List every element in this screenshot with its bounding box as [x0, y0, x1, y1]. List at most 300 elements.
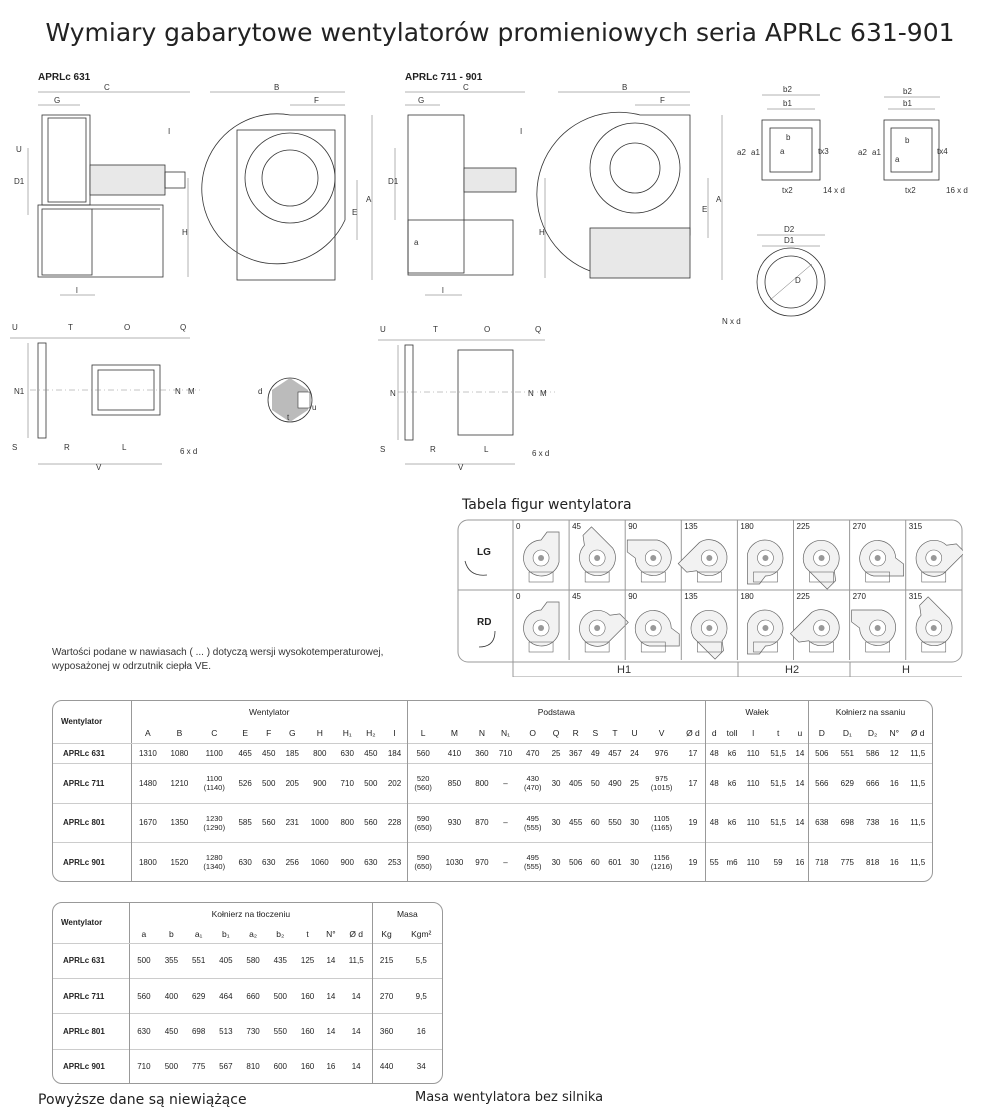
table-cell: 1210: [170, 778, 189, 788]
footnote-non-binding: Powyższe dane są niewiążące: [38, 1092, 247, 1108]
table-cell: 14: [326, 1027, 336, 1037]
table-cell: 440: [372, 1049, 400, 1083]
footnote-mass-without-motor: Masa wentylatora bez silnika: [415, 1090, 604, 1105]
table-cell: 600: [273, 1061, 287, 1071]
fan-orientation-icon: [747, 610, 783, 654]
group-podstawa: Podstawa: [407, 701, 706, 723]
fan-orientation-icon: [524, 532, 560, 582]
svg-text:T: T: [68, 323, 73, 332]
svg-text:b1: b1: [783, 99, 792, 108]
table-cell: 900: [340, 857, 354, 867]
figure-angle-label: 45: [572, 592, 582, 601]
row-model-name: APRLc 631: [63, 956, 105, 966]
svg-text:14 x d: 14 x d: [823, 186, 845, 195]
table-cell: 202: [387, 778, 402, 788]
table-cell: 586: [865, 748, 880, 758]
group-kolnierz-ssanie: Kołnierz na ssaniu: [808, 701, 932, 723]
svg-text:B: B: [274, 83, 280, 92]
figure-angle-label: 180: [740, 592, 754, 601]
table-cell: 14: [351, 1027, 361, 1037]
figure-angle-label: 0: [516, 522, 521, 531]
fan-orientation-icon: [678, 533, 734, 589]
figure-angle-label: 315: [908, 592, 923, 601]
svg-text:C: C: [104, 83, 110, 92]
svg-text:a1: a1: [872, 148, 881, 157]
row-model-name: APRLc 711: [63, 778, 105, 788]
column-header: b₁: [222, 928, 230, 939]
table-cell: 25: [551, 748, 561, 758]
table-cell: 800: [340, 818, 354, 828]
table-cell: 500: [262, 778, 276, 788]
svg-text:V: V: [458, 463, 464, 472]
column-header: a₁: [194, 928, 203, 939]
table-cell: 800: [475, 778, 489, 788]
table-cell: 16: [416, 1027, 426, 1037]
table-cell: 1670: [132, 803, 164, 842]
front-view-631: [202, 83, 372, 280]
high-temperature-note: Wartości podane w nawiasach ( ... ) dotyczą wersji wysokotemperaturowej, wyposażonej w odrzutnik ciepła VE.: [52, 647, 384, 672]
table-cell: 500: [130, 943, 158, 978]
column-header: u: [797, 727, 803, 738]
svg-text:S: S: [12, 443, 18, 452]
table-cell: 231: [285, 818, 299, 828]
table-cell: 450: [164, 1027, 179, 1037]
table-cell: 11,5: [910, 818, 926, 828]
table-cell: 270: [372, 978, 400, 1013]
header-wentylator-2: Wentylator: [53, 903, 130, 943]
svg-text:D1: D1: [14, 177, 25, 186]
table-cell: 51,5: [770, 778, 786, 788]
table-cell: 1030: [445, 857, 464, 867]
svg-text:S: S: [380, 445, 386, 454]
fan-orientation-icon: [635, 610, 679, 652]
figure-angle-label: 225: [796, 592, 810, 601]
svg-text:N: N: [390, 389, 396, 398]
table-cell: 14: [326, 956, 336, 966]
dimensions-table: [52, 700, 933, 882]
svg-text:T: T: [433, 325, 438, 334]
table-cell: 11,5: [910, 778, 926, 788]
table-cell: 30: [630, 857, 639, 867]
table-cell: 630: [238, 857, 252, 867]
svg-text:E: E: [352, 208, 358, 217]
table-cell: 51,5: [770, 748, 786, 758]
footer-h2: H2: [785, 664, 800, 676]
table-cell: 11,5: [348, 956, 364, 966]
column-header: H: [316, 727, 323, 738]
column-header: N: [478, 727, 485, 738]
table-cell: 17: [688, 778, 698, 788]
page-title: Wymiary gabarytowe wentylatorów promieniowych seria APRLc 631-901: [45, 18, 955, 47]
column-header: Kg: [372, 925, 400, 943]
table-cell: 550: [608, 818, 622, 828]
table-cell: 24: [630, 748, 639, 758]
svg-text:tx4: tx4: [937, 147, 948, 156]
table-cell: 500: [273, 991, 287, 1001]
svg-text:16 x d: 16 x d: [946, 186, 968, 195]
svg-text:b1: b1: [903, 99, 912, 108]
table-cell: 450: [262, 748, 276, 758]
table-cell: 710: [130, 1049, 158, 1083]
table-cell: m6: [726, 857, 738, 867]
row-model-name: APRLc 801: [63, 1027, 105, 1037]
table-cell: 1800: [132, 843, 164, 881]
svg-text:D2: D2: [784, 225, 795, 234]
column-header: L: [407, 723, 439, 743]
table-cell: k6: [727, 778, 737, 788]
table-cell: 360: [372, 1014, 400, 1049]
table-cell: 850: [447, 778, 462, 788]
svg-text:a: a: [895, 155, 900, 164]
table-cell: 19: [688, 857, 698, 867]
table-cell: 51,5: [770, 818, 786, 828]
table-cell: 410: [447, 748, 462, 758]
table-cell: 14: [795, 778, 805, 788]
svg-text:D1: D1: [784, 236, 795, 245]
figure-angle-label: 270: [852, 592, 866, 601]
fan-orientation-icon: [524, 602, 560, 652]
svg-text:tx2: tx2: [782, 186, 793, 195]
table-cell: 1230 (1290): [203, 813, 226, 832]
figure-angle-label: 225: [796, 522, 810, 531]
table-row: [53, 978, 442, 1013]
figure-angle-label: 90: [628, 522, 638, 531]
svg-text:U: U: [16, 145, 22, 154]
table-cell: 205: [285, 778, 299, 788]
fan-orientation-icon: [747, 540, 783, 584]
fan-orientation-icon: [852, 610, 896, 652]
table-cell: 30: [630, 818, 639, 828]
group-walek: Wałek: [706, 701, 809, 723]
base-plan-711-901: [378, 325, 555, 472]
table-cell: 870: [475, 818, 489, 828]
svg-text:D: D: [795, 276, 801, 285]
table-cell: 48: [706, 743, 723, 764]
svg-text:R: R: [430, 445, 436, 454]
inlet-flange: [722, 225, 825, 326]
table-cell: 405: [568, 778, 583, 788]
table-cell: 25: [630, 778, 639, 788]
table-cell: 355: [164, 956, 179, 966]
table-cell: –: [503, 857, 508, 867]
svg-text:a: a: [780, 147, 785, 156]
fan-orientation-icon: [566, 527, 622, 583]
table-cell: –: [503, 778, 508, 788]
column-header: I: [393, 727, 396, 738]
svg-text:I: I: [168, 127, 171, 136]
table-cell: 490: [608, 778, 622, 788]
table-cell: 30: [551, 818, 561, 828]
column-header: Ø d: [686, 727, 700, 738]
table-cell: 16: [795, 857, 805, 867]
svg-text:N: N: [175, 387, 181, 396]
column-header: F: [266, 727, 272, 738]
column-header: t: [776, 727, 780, 738]
column-header: G: [288, 727, 296, 738]
svg-text:Q: Q: [180, 323, 187, 332]
table-cell: 551: [840, 748, 855, 758]
table-cell: 110: [746, 857, 760, 867]
table-cell: 970: [475, 857, 489, 867]
column-header: Q: [552, 727, 560, 738]
table-cell: 976: [654, 748, 669, 758]
row-model-name: APRLc 711: [63, 991, 105, 1001]
table-cell: 228: [387, 818, 402, 828]
table-cell: 59: [773, 857, 783, 867]
table-cell: 900: [313, 778, 327, 788]
fan-orientation-icon: [790, 603, 846, 659]
table-cell: 11,5: [910, 857, 926, 867]
table-cell: 520 (560): [407, 764, 439, 803]
table-cell: 48: [706, 764, 723, 803]
table-cell: 1350: [170, 818, 189, 828]
label-aprlc-631: APRLc 631: [38, 72, 91, 83]
table-row: [53, 764, 932, 803]
table-row: [53, 943, 442, 978]
table-cell: 738: [865, 818, 880, 828]
table-cell: 14: [351, 991, 361, 1001]
figure-angle-label: 315: [908, 522, 923, 531]
svg-text:b2: b2: [783, 85, 792, 94]
table-cell: 500: [364, 778, 378, 788]
base-plan-631: [10, 323, 200, 472]
table-cell: 775: [191, 1061, 206, 1071]
svg-text:G: G: [54, 96, 61, 105]
svg-text:tx2: tx2: [905, 186, 916, 195]
table-cell: 590 (650): [407, 843, 439, 881]
table-cell: 500: [164, 1061, 179, 1071]
row-model-name: APRLc 631: [63, 748, 105, 758]
shaft-detail: [258, 378, 316, 422]
table-cell: 215: [372, 943, 400, 978]
table-cell: 5,5: [415, 956, 427, 966]
table-cell: 110: [746, 778, 760, 788]
table-cell: 1000: [310, 818, 329, 828]
table-cell: 730: [246, 1027, 260, 1037]
column-header: E: [242, 727, 248, 738]
figure-angle-label: 270: [852, 522, 866, 531]
group-masa: Masa: [372, 903, 442, 925]
column-header: U: [631, 727, 638, 738]
label-aprlc-711-901: APRLc 711 - 901: [405, 72, 483, 83]
svg-text:U: U: [380, 325, 386, 334]
table-cell: 1100: [205, 748, 223, 758]
figure-table-title: Tabela figur wentylatora: [462, 497, 632, 513]
table-cell: 630: [130, 1014, 158, 1049]
table-cell: 818: [865, 857, 880, 867]
table-cell: 566: [808, 764, 834, 803]
svg-text:b: b: [905, 136, 910, 145]
table-cell: 560: [262, 818, 276, 828]
table-cell: 585: [238, 818, 252, 828]
table-cell: 184: [387, 748, 402, 758]
table-cell: 513: [219, 1027, 233, 1037]
table-cell: k6: [727, 748, 737, 758]
svg-text:d: d: [258, 387, 263, 396]
table-cell: 718: [808, 843, 834, 881]
column-header: T: [612, 727, 618, 738]
table-cell: 160: [300, 1061, 315, 1071]
svg-text:N: N: [528, 389, 534, 398]
svg-text:b2: b2: [903, 87, 912, 96]
table-cell: 550: [273, 1027, 287, 1037]
table-cell: 506: [808, 743, 834, 764]
svg-text:D1: D1: [388, 177, 399, 186]
table-cell: 14: [795, 818, 805, 828]
column-header: A: [132, 723, 164, 743]
technical-drawings: [0, 60, 1000, 490]
table-cell: 16: [889, 778, 899, 788]
table-cell: 110: [746, 818, 760, 828]
svg-text:H: H: [182, 228, 188, 237]
table-cell: 14: [326, 991, 336, 1001]
svg-text:A: A: [366, 195, 372, 204]
row-label-lg: LG: [477, 547, 491, 558]
footer-h: H: [902, 664, 910, 676]
table-cell: 698: [840, 818, 855, 828]
table-cell: 560: [364, 818, 378, 828]
svg-text:Q: Q: [535, 325, 542, 334]
column-header: Ø d: [910, 727, 925, 738]
column-header: d: [706, 723, 723, 743]
table-cell: 1080: [170, 748, 189, 758]
table-cell: 666: [865, 778, 880, 788]
svg-text:E: E: [702, 205, 708, 214]
svg-text:A: A: [716, 195, 722, 204]
table-cell: 810: [246, 1061, 260, 1071]
svg-text:a1: a1: [751, 148, 760, 157]
table-cell: 360: [475, 748, 489, 758]
table-cell: 60: [590, 818, 600, 828]
table-cell: 1520: [170, 857, 189, 867]
table-cell: 55: [706, 843, 723, 881]
table-cell: 800: [313, 748, 327, 758]
table-row: [53, 1049, 442, 1083]
svg-text:6 x d: 6 x d: [532, 449, 550, 458]
fan-orientation-icon: [627, 540, 671, 582]
table-cell: 12: [889, 748, 899, 758]
column-header: b: [169, 928, 174, 939]
svg-text:H: H: [539, 228, 545, 237]
table-cell: 464: [219, 991, 233, 1001]
svg-text:L: L: [484, 445, 489, 454]
table-cell: –: [503, 818, 508, 828]
table-cell: 16: [326, 1061, 336, 1071]
svg-text:a: a: [414, 238, 419, 247]
column-header: toll: [726, 727, 738, 738]
table-cell: 1100 (1140): [203, 774, 225, 793]
table-cell: 34: [416, 1061, 426, 1071]
table-cell: 367: [568, 748, 583, 758]
table-cell: 775: [840, 857, 855, 867]
svg-text:U: U: [12, 323, 18, 332]
fan-orientation-icon: [684, 603, 740, 659]
column-header: D₁: [842, 727, 852, 738]
svg-text:u: u: [312, 403, 317, 412]
column-header: N₁: [500, 727, 510, 738]
row-model-name: APRLc 801: [63, 818, 105, 828]
table-row: [53, 803, 932, 842]
figure-table: [457, 519, 963, 677]
table-cell: 975 (1015): [650, 774, 673, 793]
table-cell: 930: [447, 818, 462, 828]
table-cell: 160: [300, 991, 315, 1001]
table-row: [53, 743, 932, 764]
table-cell: 19: [688, 818, 698, 828]
table-cell: 160: [300, 1027, 315, 1037]
column-header: C: [211, 727, 218, 738]
svg-text:B: B: [622, 83, 628, 92]
row-label-rd: RD: [477, 617, 492, 628]
table-cell: 16: [889, 818, 899, 828]
flange-mass-table: [52, 902, 443, 1084]
table-cell: 601: [608, 857, 622, 867]
table-cell: 630: [340, 748, 354, 758]
table-cell: 450: [364, 748, 378, 758]
table-cell: 580: [246, 956, 260, 966]
table-cell: 253: [387, 857, 402, 867]
row-model-name: APRLc 901: [63, 1061, 105, 1071]
table-cell: 560: [407, 743, 439, 764]
table-cell: 710: [340, 778, 354, 788]
table-cell: 470: [526, 748, 540, 758]
table-cell: 17: [688, 748, 698, 758]
figure-angle-label: 180: [740, 522, 754, 531]
svg-text:O: O: [484, 325, 491, 334]
column-header: N°: [889, 727, 900, 738]
table-cell: 9,5: [415, 991, 427, 1001]
figure-angle-label: 90: [628, 592, 638, 601]
table-cell: 1480: [132, 764, 164, 803]
fan-orientation-icon: [909, 527, 963, 583]
svg-text:V: V: [96, 463, 102, 472]
table-cell: 48: [706, 803, 723, 842]
svg-text:R: R: [64, 443, 70, 452]
column-header: D: [808, 723, 834, 743]
column-header: N°: [326, 928, 336, 939]
svg-text:F: F: [314, 96, 319, 105]
table-cell: 14: [351, 1061, 361, 1071]
column-header: O: [529, 727, 537, 738]
column-header: H₂: [366, 727, 376, 738]
svg-text:a2: a2: [737, 148, 746, 157]
front-view-711-901: [537, 83, 722, 280]
table-cell: 405: [219, 956, 233, 966]
table-cell: 256: [285, 857, 299, 867]
column-header: M: [450, 727, 459, 738]
svg-text:tx3: tx3: [818, 147, 829, 156]
column-header: H₁: [342, 727, 352, 738]
table-cell: 11,5: [910, 748, 926, 758]
column-header: a: [130, 925, 158, 943]
svg-text:b: b: [786, 133, 791, 142]
table-cell: 49: [590, 748, 600, 758]
svg-text:N x d: N x d: [722, 317, 741, 326]
table-cell: 495 (555): [523, 813, 542, 832]
figure-angle-label: 135: [684, 522, 698, 531]
column-header: B: [176, 727, 183, 738]
row-model-name: APRLc 901: [63, 857, 105, 867]
footer-h1: H1: [617, 664, 632, 676]
svg-text:O: O: [124, 323, 131, 332]
group-wentylator: Wentylator: [132, 701, 408, 723]
table-cell: 506: [568, 857, 583, 867]
svg-text:C: C: [463, 83, 469, 92]
table-cell: 110: [746, 748, 760, 758]
table-cell: 30: [551, 778, 561, 788]
table-cell: 710: [498, 748, 513, 758]
svg-text:L: L: [122, 443, 127, 452]
